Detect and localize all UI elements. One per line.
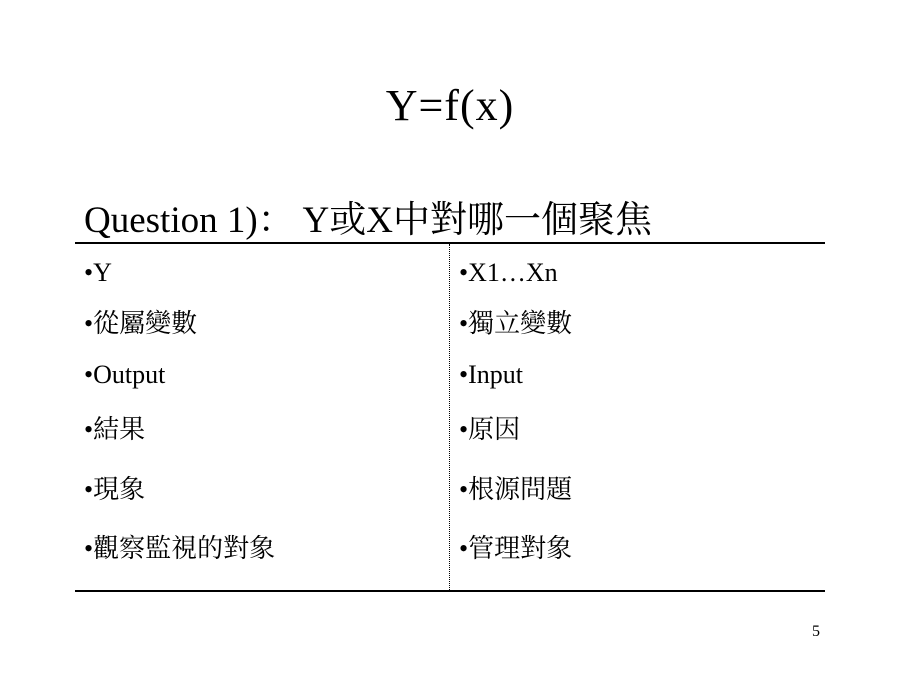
left-item-y: •Y — [84, 258, 112, 287]
slide-title: Y=f(x) — [385, 81, 515, 130]
table-top-rule — [75, 242, 825, 244]
left-item-phenomenon: •現象 — [84, 475, 146, 504]
left-item-monitored-object: •觀察監視的對象 — [84, 534, 276, 563]
left-item-dependent-variable: •從屬變數 — [84, 309, 198, 338]
table-bottom-rule — [75, 590, 825, 592]
right-item-cause: •原因 — [459, 415, 521, 444]
page-number: 5 — [812, 623, 820, 640]
column-divider — [449, 244, 450, 590]
left-item-result: •結果 — [84, 415, 146, 444]
right-item-root-problem: •根源問題 — [459, 475, 573, 504]
left-item-output: •Output — [84, 360, 166, 389]
right-item-input: •Input — [459, 360, 523, 389]
right-item-independent-variable: •獨立變數 — [459, 309, 573, 338]
right-item-x: •X1…Xn — [459, 258, 558, 287]
question-heading: Question 1)： Y或X中對哪一個聚焦 — [84, 200, 652, 241]
right-item-managed-object: •管理對象 — [459, 534, 573, 563]
